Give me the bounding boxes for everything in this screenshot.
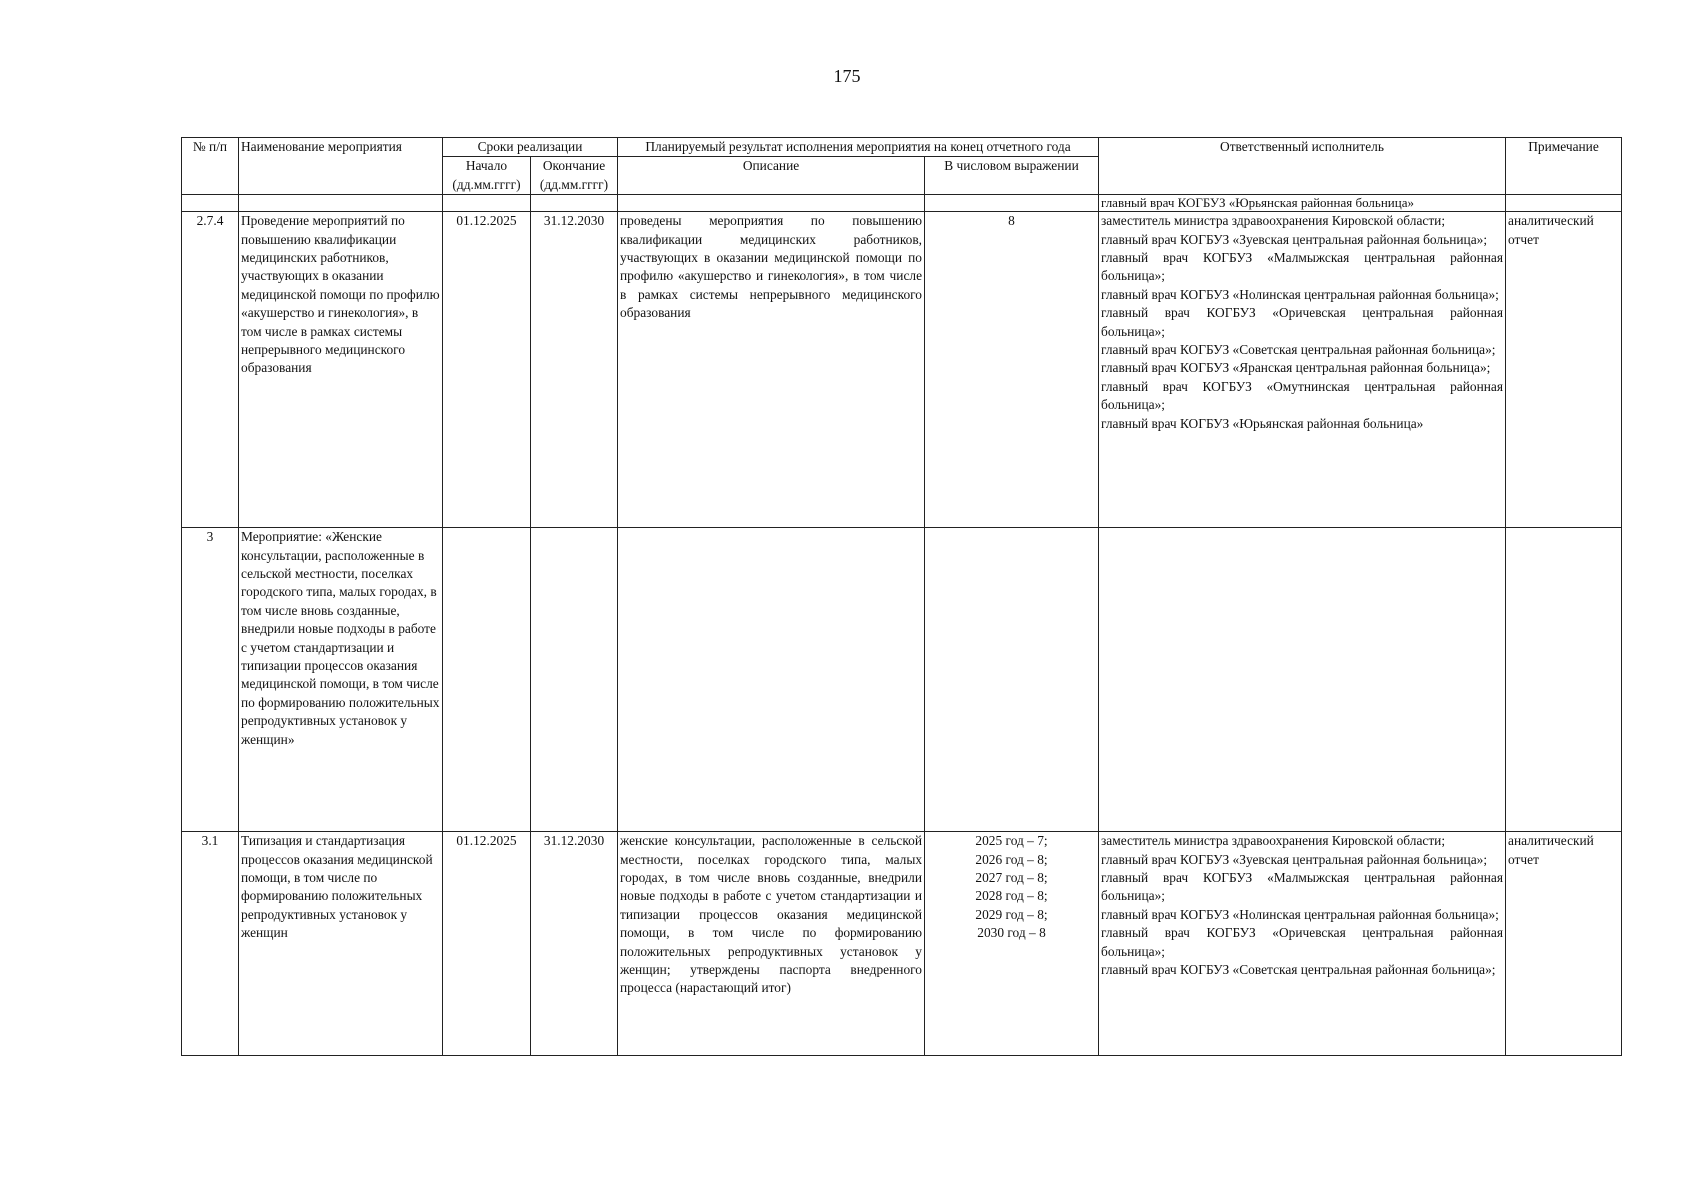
row-numeric: [925, 528, 1099, 832]
header-start: Начало (дд.мм.гггг): [443, 157, 531, 195]
row-start: [443, 195, 531, 212]
row-note: [1506, 195, 1622, 212]
responsible-line: главный врач КОГБУЗ «Советская центральная районная больница»;: [1101, 962, 1496, 978]
responsible-line: главный врач КОГБУЗ «Нолинская центральная районная больница»;: [1101, 286, 1499, 302]
header-numeric: В числовом выражении: [925, 157, 1099, 195]
row-numeric: 8: [925, 212, 1099, 528]
row-num: [182, 195, 239, 212]
row-note: [1506, 528, 1622, 832]
responsible-line: главный врач КОГБУЗ «Оричевская центральная районная больница»;: [1101, 925, 1504, 959]
numeric-year-line: 2027 год – 8;: [975, 870, 1048, 886]
table-row: [182, 832, 1622, 1056]
header-note: Примечание: [1506, 138, 1622, 195]
row-end: 31.12.2030: [531, 832, 618, 1056]
header-num: № п/п: [182, 138, 239, 195]
numeric-year-line: 2029 год – 8;: [975, 906, 1048, 922]
row-start: [443, 528, 531, 832]
header-dates: Сроки реализации: [443, 138, 618, 157]
header-planned: Планируемый результат исполнения мероприятия на конец отчетного года: [618, 138, 1099, 157]
row-end: [531, 528, 618, 832]
table-row: [182, 528, 1622, 832]
header-end: Окончание (дд.мм.гггг): [531, 157, 618, 195]
row-num: 3: [182, 528, 239, 832]
row-num: 2.7.4: [182, 212, 239, 528]
responsible-line: главный врач КОГБУЗ «Яранская центральная районная больница»;: [1101, 360, 1491, 376]
row-start: 01.12.2025: [443, 832, 531, 1056]
responsible-line: главный врач КОГБУЗ «Нолинская центральная районная больница»;: [1101, 906, 1499, 922]
numeric-year-line: 2026 год – 8;: [975, 851, 1048, 867]
page-number: 175: [833, 66, 861, 86]
responsible-line: главный врач КОГБУЗ «Омутнинская центральная районная больница»;: [1101, 378, 1504, 413]
responsible-line: главный врач КОГБУЗ «Зуевская центральная районная больница»;: [1101, 851, 1488, 867]
row-num: 3.1: [182, 832, 239, 1056]
numeric-year-line: 2025 год – 7;: [975, 833, 1048, 849]
responsible-line: главный врач КОГБУЗ «Зуевская центральная районная больница»;: [1101, 231, 1488, 247]
header-description: Описание: [618, 157, 925, 195]
row-start: 01.12.2025: [443, 212, 531, 528]
row-name: Типизация и стандартизация процессов оказания медицинской помощи, в том числе по формированию положительных репродуктивных установок у женщин: [239, 832, 443, 1056]
table-row: [182, 195, 1622, 212]
row-note: аналитический отчет: [1506, 832, 1622, 1056]
responsible-line: заместитель министра здравоохранения Кировской области;: [1101, 213, 1446, 229]
responsible-line: главный врач КОГБУЗ «Оричевская центральная районная больница»;: [1101, 305, 1504, 339]
row-name: Мероприятие: «Женские консультации, расположенные в сельской местности, поселках городского типа, малых городах, в том числе вновь созданные, внедрили новые подходы в работе с учетом стандартизации и типизации процессов оказания медицинской помощи, в том числе по формированию положительных репродуктивных установок у женщин»: [239, 528, 443, 832]
row-responsible: [1099, 195, 1506, 212]
row-numeric: [925, 832, 1099, 1056]
row-description: [618, 528, 925, 832]
row-note: аналитический отчет: [1506, 212, 1622, 528]
responsible-line: главный врач КОГБУЗ «Малмыжская центральная районная больница»;: [1101, 250, 1504, 284]
row-responsible: [1099, 212, 1506, 528]
row-description: проведены мероприятия по повышению квалификации медицинских работников, участвующих в оказании медицинской помощи по профилю «акушерство и гинекология», в том числе в рамках системы непрерывного медицинского образования: [618, 212, 925, 528]
table-row: [182, 212, 1622, 528]
responsible-line: заместитель министра здравоохранения Кировской области;: [1101, 833, 1446, 849]
row-name: [239, 195, 443, 212]
row-responsible: [1099, 528, 1506, 832]
row-responsible: [1099, 832, 1506, 1056]
row-numeric: [925, 195, 1099, 212]
row-description: женские консультации, расположенные в сельской местности, поселках городского типа, малых городах, в том числе вновь созданные, внедрили новые подходы в работе с учетом стандартизации и типизации процессов оказания медицинской помощи, в том числе по формированию положительных репродуктивных установок у женщин; утверждены паспорта внедренного процесса (нарастающий итог): [618, 832, 925, 1056]
numeric-year-line: 2028 год – 8;: [975, 888, 1048, 904]
row-end: 31.12.2030: [531, 212, 618, 528]
row-description: [618, 195, 925, 212]
responsible-line: главный врач КОГБУЗ «Малмыжская центральная районная больница»;: [1101, 870, 1504, 904]
responsible-line: главный врач КОГБУЗ «Юрьянская районная больница»: [1101, 415, 1424, 431]
numeric-year-line: 2030 год – 8: [977, 925, 1046, 941]
header-row-1: [182, 138, 1622, 157]
responsible-line: главный врач КОГБУЗ «Советская центральная районная больница»;: [1101, 342, 1496, 358]
row-end: [531, 195, 618, 212]
responsible-line: главный врач КОГБУЗ «Юрьянская районная больница»: [1101, 195, 1414, 211]
row-name: Проведение мероприятий по повышению квалификации медицинских работников, участвующих в оказании медицинской помощи по профилю «акушерство и гинекология», в том числе в рамках системы непрерывного медицинского образования: [239, 212, 443, 528]
events-table: [181, 137, 1622, 1056]
header-responsible: Ответственный исполнитель: [1099, 138, 1506, 195]
header-name: Наименование мероприятия: [239, 138, 443, 195]
